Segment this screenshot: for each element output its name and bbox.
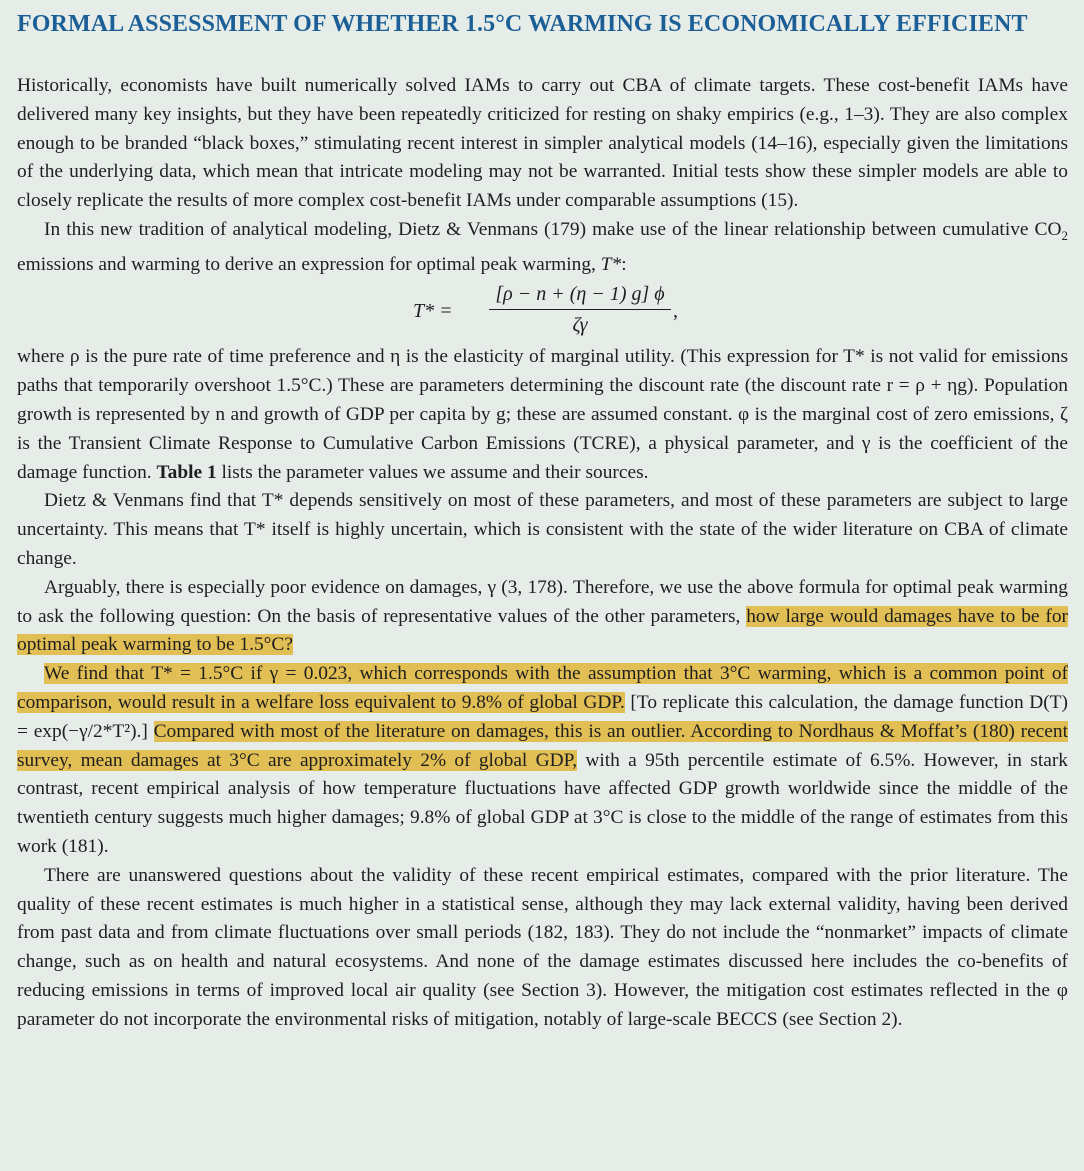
highlight-finding: We find that T* = 1.5°C if γ = 0.023, which corresponds with the assumption that 3°C warming, which is a common point of comparison, would result in a welfare loss equivalent to 9.8% of global GDP. <box>17 663 1068 714</box>
p3-text-b: lists the parameter values we assume and their sources. <box>216 461 649 483</box>
paragraph-7: There are unanswered questions about the validity of these recent empirical estimates, compared with the prior literature. The quality of these recent estimates is much higher in a statistical sense, although they may lack external validity, having been derived from past data and from climate fluctuations over small periods (182, 183). They do not include the “nonmarket” impacts of climate change, such as on health and natural ecosystems. And none of the damage estimates discussed here includes the co-benefits of reducing emissions in terms of improved local air quality (see Section 3). However, the mitigation cost estimates reflected in the φ parameter do not incorporate the environmental risks of mitigation, notably of large-scale BECCS (see Section 2). <box>17 864 1068 1030</box>
p6-text-plain-1: [To replicate this calculation, the damage function D(T) = exp(−γ/2*T²).] <box>17 692 1068 742</box>
equation-lhs: T* = <box>413 300 453 323</box>
article-body <box>17 72 1068 1035</box>
co2-subscript: 2 <box>1061 227 1068 243</box>
paragraph-2 <box>17 216 1068 279</box>
equation-comma: , <box>673 300 678 323</box>
optimal-warming-equation <box>17 279 1068 343</box>
t-star-variable: T* <box>600 253 622 275</box>
paragraph-3 <box>17 343 1068 487</box>
equation-numerator: [ρ − n + (η − 1) g] ϕ <box>495 283 665 306</box>
table-1-reference[interactable]: Table 1 <box>156 461 217 483</box>
paragraph-6 <box>17 660 1068 862</box>
p5-text-a: Arguably, there is especially poor evidence on damages, γ (3, 178). Therefore, we use the above formula for optimal peak warming to ask the following question: On the basis of representative values of the other parameters, <box>17 576 1068 627</box>
p2-text-b: emissions and warming to derive an expression for optimal peak warming, <box>17 253 601 275</box>
p6-text-plain-2: with a 95th percentile estimate of 6.5%. However, in stark contrast, recent empirical analysis of how temperature fluctuations have affected GDP growth worldwide since the middle of the twentieth century suggests much higher damages; 9.8% of global GDP at 3°C is close to the middle of the range of estimates from this work (181). <box>17 749 1068 857</box>
p3-text-a: where ρ is the pure rate of time preference and η is the elasticity of marginal utility. (This expression for T* is not valid for emissions paths that temporarily overshoot 1.5°C.) These are parameters determining the discount rate (the discount rate r = ρ + ηg). Population growth is represented by n and growth of GDP per capita by g; these are assumed constant. φ is the marginal cost of zero emissions, ζ is the Transient Climate Response to Cumulative Carbon Emissions (TCRE), a physical parameter, and γ is the coefficient of the damage function. <box>17 346 1068 483</box>
p2-text-a: In this new tradition of analytical modeling, Dietz & Venmans (179) make use of the linear relationship between cumulative CO <box>44 218 1062 240</box>
equation-fraction <box>485 279 675 340</box>
highlight-question: how large would damages have to be for optimal peak warming to be 1.5°C? <box>17 605 1068 656</box>
highlight-outlier: Compared with most of the literature on damages, this is an outlier. According to Nordhaus & Moffat’s (180) recent survey, mean damages at 3°C are approximately 2% of global GDP, <box>17 720 1068 771</box>
equation-denominator: ζγ <box>572 314 588 337</box>
section-heading: FORMAL ASSESSMENT OF WHETHER 1.5°C WARMING IS ECONOMICALLY EFFICIENT <box>17 11 1028 37</box>
paragraph-4: Dietz & Venmans find that T* depends sensitively on most of these parameters, and most of these parameters are subject to large uncertainty. This means that T* itself is highly uncertain, which is consistent with the state of the wider literature on CBA of climate change. <box>17 490 1068 570</box>
paragraph-5 <box>17 574 1068 660</box>
p2-text-c: : <box>621 253 627 275</box>
paragraph-1: Historically, economists have built numerically solved IAMs to carry out CBA of climate targets. These cost-benefit IAMs have delivered many key insights, but they have been repeatedly criticized for resting on shaky empirics (e.g., 1–3). They are also complex enough to be branded “black boxes,” stimulating recent interest in simpler analytical models (14–16), especially given the limitations of the underlying data, which mean that intricate modeling may not be warranted. Initial tests show these simpler models are able to closely replicate the results of more complex cost-benefit IAMs under comparable assumptions (15). <box>17 75 1068 212</box>
